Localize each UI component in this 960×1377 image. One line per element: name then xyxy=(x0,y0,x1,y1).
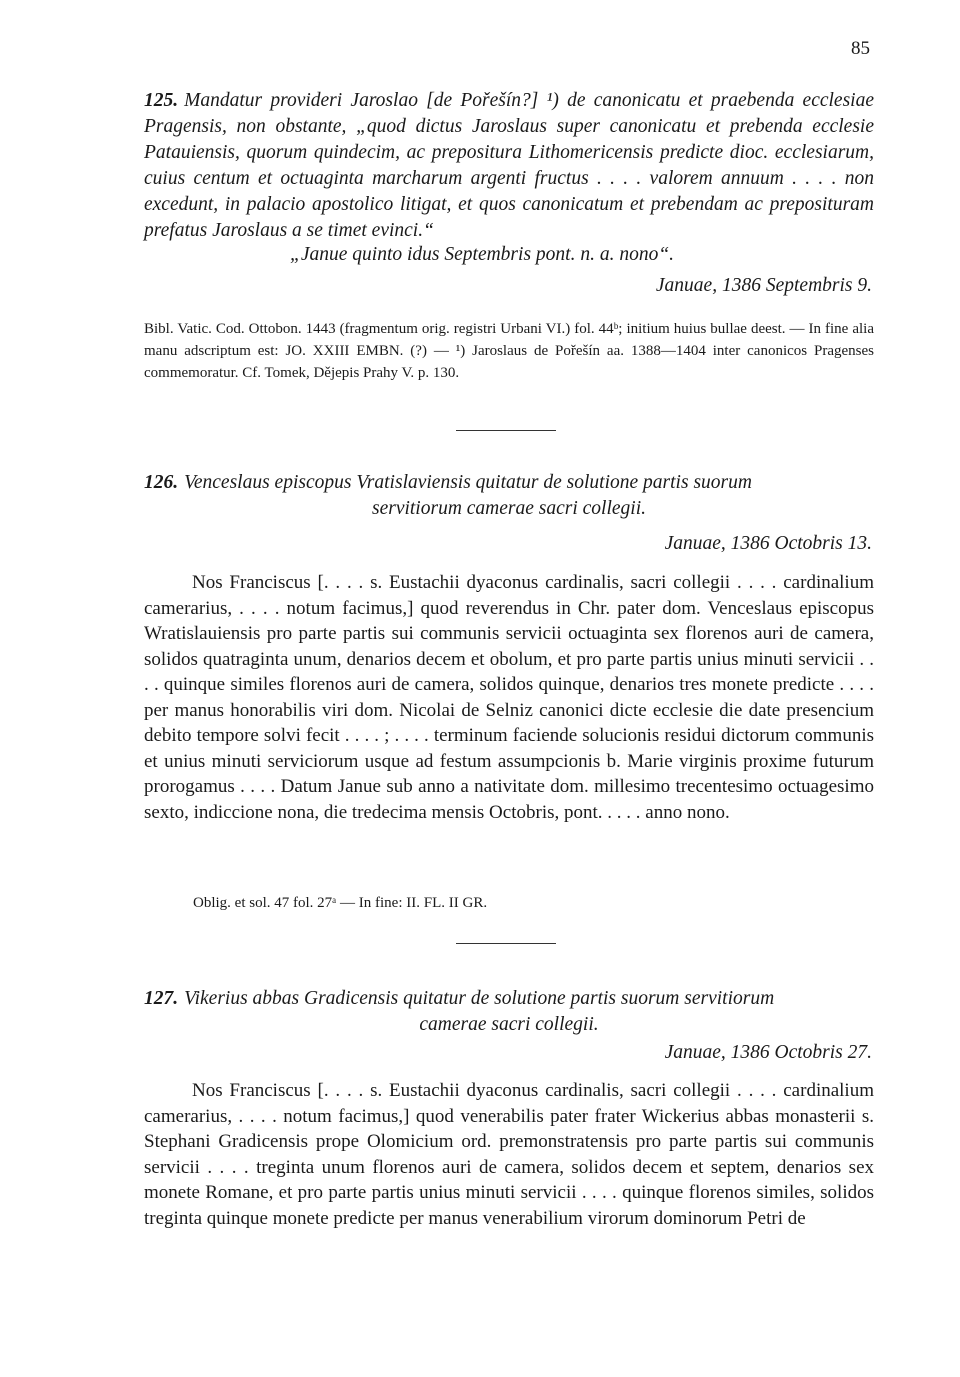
entry-126-heading xyxy=(144,470,874,496)
entry-125-heading xyxy=(144,88,874,244)
entry-125-note: Bibl. Vatic. Cod. Ottobon. 1443 (fragmentum orig. registri Urbani VI.) fol. 44ᵇ; initium huius bullae deest. — In fine alia manu adscriptum est: JO. XXIII EMBN. (?) — ¹) Jaroslaus de Pořešín aa. 1388—1404 inter canonicos Pragenses commemoratur. Cf. Tomek, Dějepis Prahy V. p. 130. xyxy=(144,321,874,381)
entry-126-heading-cont xyxy=(144,496,874,522)
entry-127-body: Nos Franciscus [. . . . s. Eustachii dyaconus cardinalis, sacri collegii . . . . cardinalium camerarius, . . . . notum facimus,] quod venerabilis pater frater Wickerius abbas monasterii s. Stephani Gradicensis prope Olomicium ord. premonstratensis pro parte partis sui communis servicii . . . . treginta unum florenos auri de camera, solidos decem et septem, denarios sex monete Romane, et pro parte partis unius minuti servicii . . . . quinque florenos similes, solidos treginta quinque monete predicte per manus venerabilium virorum dominorum Petri de xyxy=(144,1080,874,1229)
entry-125-dateline: Januae, 1386 Septembris 9. xyxy=(655,275,872,296)
entry-126-number: 126. xyxy=(144,472,179,493)
entry-127-heading xyxy=(144,986,874,1012)
entry-126-heading-line2: servitiorum camerae sacri collegii. xyxy=(371,498,647,519)
separator-rule xyxy=(456,943,556,944)
entry-125-quote: „Janue quinto idus Septembris pont. n. a. nono“. xyxy=(290,244,675,265)
entry-126-dateline: Januae, 1386 Octobris 13. xyxy=(664,533,872,554)
entry-126-source: Oblig. et sol. 47 fol. 27ᵃ — In fine: II. FL. II GR. xyxy=(193,895,488,911)
entry-127-dateline: Januae, 1386 Octobris 27. xyxy=(664,1042,872,1063)
entry-127-heading-line1: Vikerius abbas Gradicensis quitatur de solutione partis suorum servitiorum xyxy=(184,988,775,1009)
entry-125-number: 125. xyxy=(144,90,179,111)
page-number: 85 xyxy=(851,38,870,59)
entry-127-heading-cont xyxy=(144,1012,874,1038)
entry-126-heading-line1: Venceslaus episcopus Vratislaviensis quitatur de solutione partis suorum xyxy=(184,472,752,493)
separator-rule xyxy=(456,430,556,431)
entry-126-body: Nos Franciscus [. . . . s. Eustachii dyaconus cardinalis, sacri collegii . . . . cardinalium camerarius, . . . . notum facimus,] quod reverendus in Chr. pater dom. Venceslaus episcopus Wratislauiensis pro parte partis sui communis servicii octuaginta sex florenos auri de camera, solidos quatraginta unum, denarios decem et obolum, et pro parte partis unius minuti servicii . . . . quinque similes florenos auri de camera, solidos quinque, denarios tres monete predicte . . . . per manus honorabilis viri dom. Nicolai de Selniz canonici dicte ecclesie die date presencium debito tempore solvi fecit . . . . ; . . . . terminum faciende solucionis residui dictorum communis et unius minuti serviciorum usque ad festum assumpcionis b. Marie virginis proxime futurum prorogamus . . . . Datum Janue sub anno a nativitate dom. millesimo trecentesimo octuagesimo sexto, indiccione nona, die tredecima mensis Octobris, pont. . . . . anno nono. xyxy=(144,572,874,823)
entry-127-heading-line2: camerae sacri collegii. xyxy=(419,1014,599,1035)
entry-125-heading-text: Mandatur provideri Jaroslao [de Pořešín?] ¹) de canonicatu et praebenda ecclesiae Pragensis, non obstante, „quod dictus Jaroslaus super canonicatu et prebenda ecclesie Patauiensis, quorum quindecim, ac prepositura Lithomericensis predicte dioc. ecclesiarum, cuius centum et octuaginta marcharum argenti fructus . . . . valorem annuum . . . . non excedunt, in palacio apostolico litigat, et quos canonicatum et prebendam ac preposituram prefatus Jaroslaus a se timet evinci.“ xyxy=(144,90,874,241)
entry-127-number: 127. xyxy=(144,988,179,1009)
